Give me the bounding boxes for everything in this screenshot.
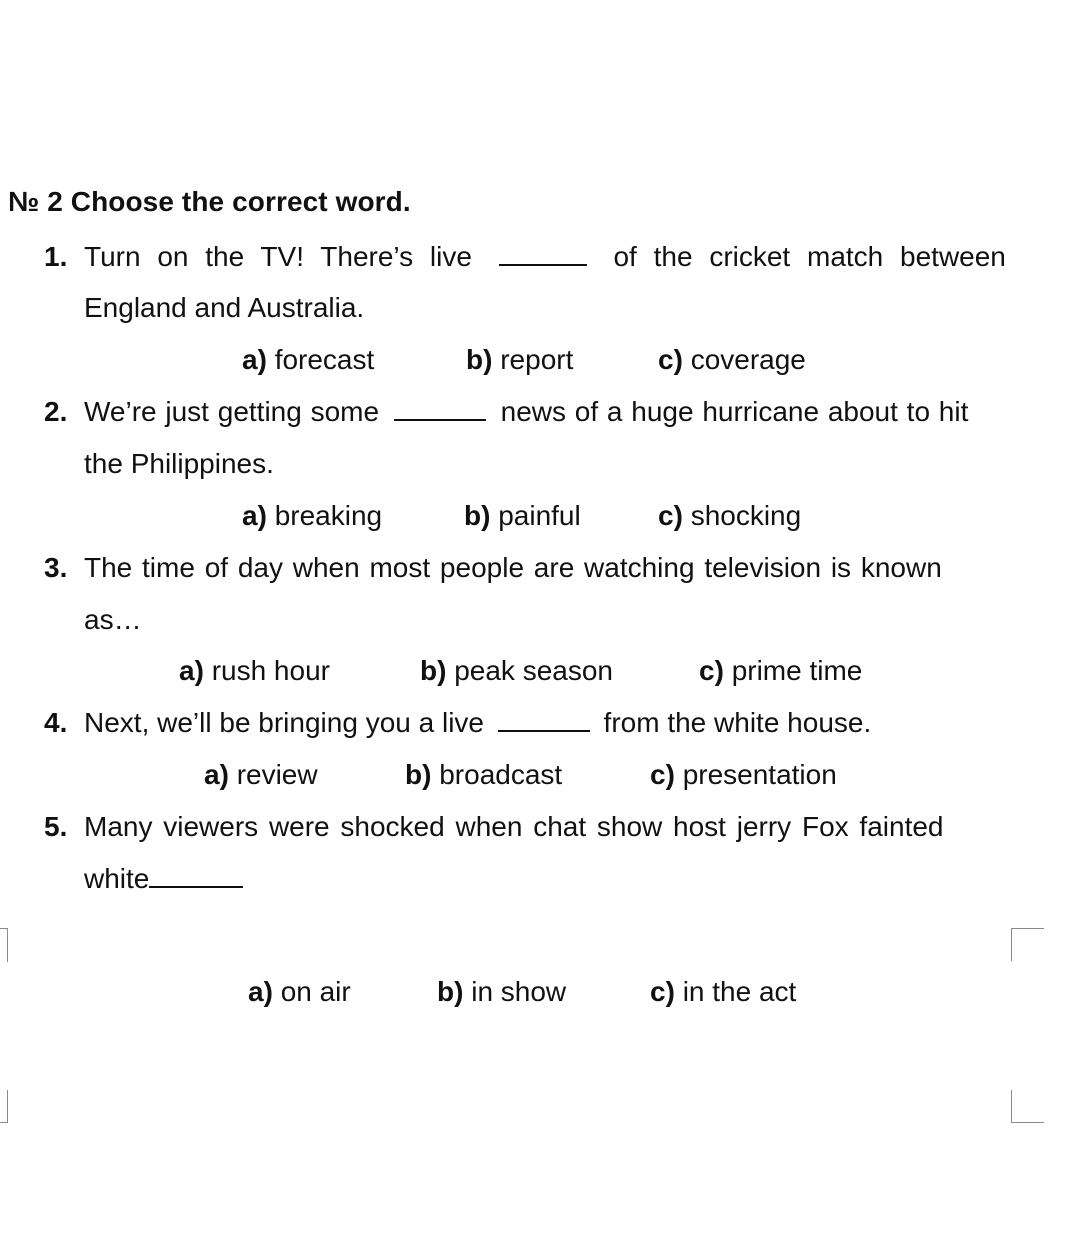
question-4-line-1 (84, 706, 1010, 740)
option-text: on air (280, 976, 351, 1007)
option-text: presentation (682, 759, 837, 790)
question-2-text-before: We’re just getting some (84, 396, 380, 427)
question-3-line-2: as… (84, 604, 142, 635)
option-letter: c) (658, 500, 683, 531)
question-1-blank (499, 242, 587, 266)
option-text: in the act (682, 976, 797, 1007)
question-3-line-1: The time of day when most people are watching television is known (84, 552, 942, 583)
question-2-text-after: news of a huge hurricane about to hit (500, 396, 969, 427)
option-text: report (500, 344, 574, 375)
question-3-option-b (420, 654, 613, 688)
option-letter: a) (242, 500, 267, 531)
question-2-option-b (464, 499, 581, 533)
option-text: painful (498, 500, 581, 531)
question-3-number: 3. (44, 552, 68, 583)
page-corner-mark-top-right (1011, 928, 1044, 961)
question-2-line-1 (84, 395, 1010, 429)
option-text: review (236, 759, 318, 790)
option-text: forecast (274, 344, 375, 375)
question-1-line-2: England and Australia. (84, 292, 365, 323)
question-5-line-1: Many viewers were shocked when chat show host jerry Fox fainted (84, 811, 944, 842)
question-2-option-c (658, 499, 801, 533)
question-2-number: 2. (44, 396, 68, 427)
question-4-number: 4. (44, 707, 68, 738)
option-text: in show (471, 976, 567, 1007)
option-letter: c) (658, 344, 683, 375)
question-1-text-before: Turn on the TV! There’s live (84, 241, 472, 272)
question-4-blank (498, 708, 590, 732)
question-5-option-a (248, 975, 351, 1009)
option-letter: c) (699, 655, 724, 686)
option-text: shocking (690, 500, 802, 531)
option-text: prime time (731, 655, 863, 686)
question-5-option-c (650, 975, 796, 1009)
option-letter: b) (464, 500, 491, 531)
question-1-option-a (242, 343, 374, 377)
question-2-line-2: the Philippines. (84, 448, 274, 479)
option-letter: b) (405, 759, 432, 790)
option-text: rush hour (211, 655, 330, 686)
question-4-text-after: from the white house. (603, 707, 872, 738)
question-5-line-2 (84, 862, 1010, 896)
page-corner-mark-top-left (0, 928, 8, 962)
option-letter: a) (242, 344, 267, 375)
option-letter: a) (179, 655, 204, 686)
option-letter: b) (420, 655, 447, 686)
question-5-blank (149, 864, 243, 888)
question-3-option-a (179, 654, 330, 688)
question-1-option-c (658, 343, 806, 377)
option-text: coverage (690, 344, 806, 375)
question-1-text-after: of the cricket match between (613, 241, 1006, 272)
question-1-number: 1. (44, 241, 68, 272)
question-5-text-before: white (84, 863, 150, 894)
question-4-option-a (204, 758, 318, 792)
question-2-blank (394, 397, 486, 421)
option-letter: b) (466, 344, 493, 375)
option-text: breaking (274, 500, 383, 531)
option-letter: a) (204, 759, 229, 790)
option-letter: c) (650, 976, 675, 1007)
question-4-option-b (405, 758, 562, 792)
question-3-option-c (699, 654, 862, 688)
question-5-number: 5. (44, 811, 68, 842)
page-corner-mark-bottom-left (0, 1090, 8, 1123)
exercise-heading: № 2 Choose the correct word. (8, 186, 411, 217)
page-corner-mark-bottom-right (1011, 1090, 1044, 1123)
option-text: broadcast (439, 759, 563, 790)
question-4-option-c (650, 758, 837, 792)
option-letter: b) (437, 976, 464, 1007)
question-1-line-1 (84, 240, 1010, 274)
question-2-option-a (242, 499, 382, 533)
option-text: peak season (454, 655, 614, 686)
option-letter: c) (650, 759, 675, 790)
question-5-option-b (437, 975, 566, 1009)
question-1-option-b (466, 343, 573, 377)
question-4-text-before: Next, we’ll be bringing you a live (84, 707, 484, 738)
option-letter: a) (248, 976, 273, 1007)
